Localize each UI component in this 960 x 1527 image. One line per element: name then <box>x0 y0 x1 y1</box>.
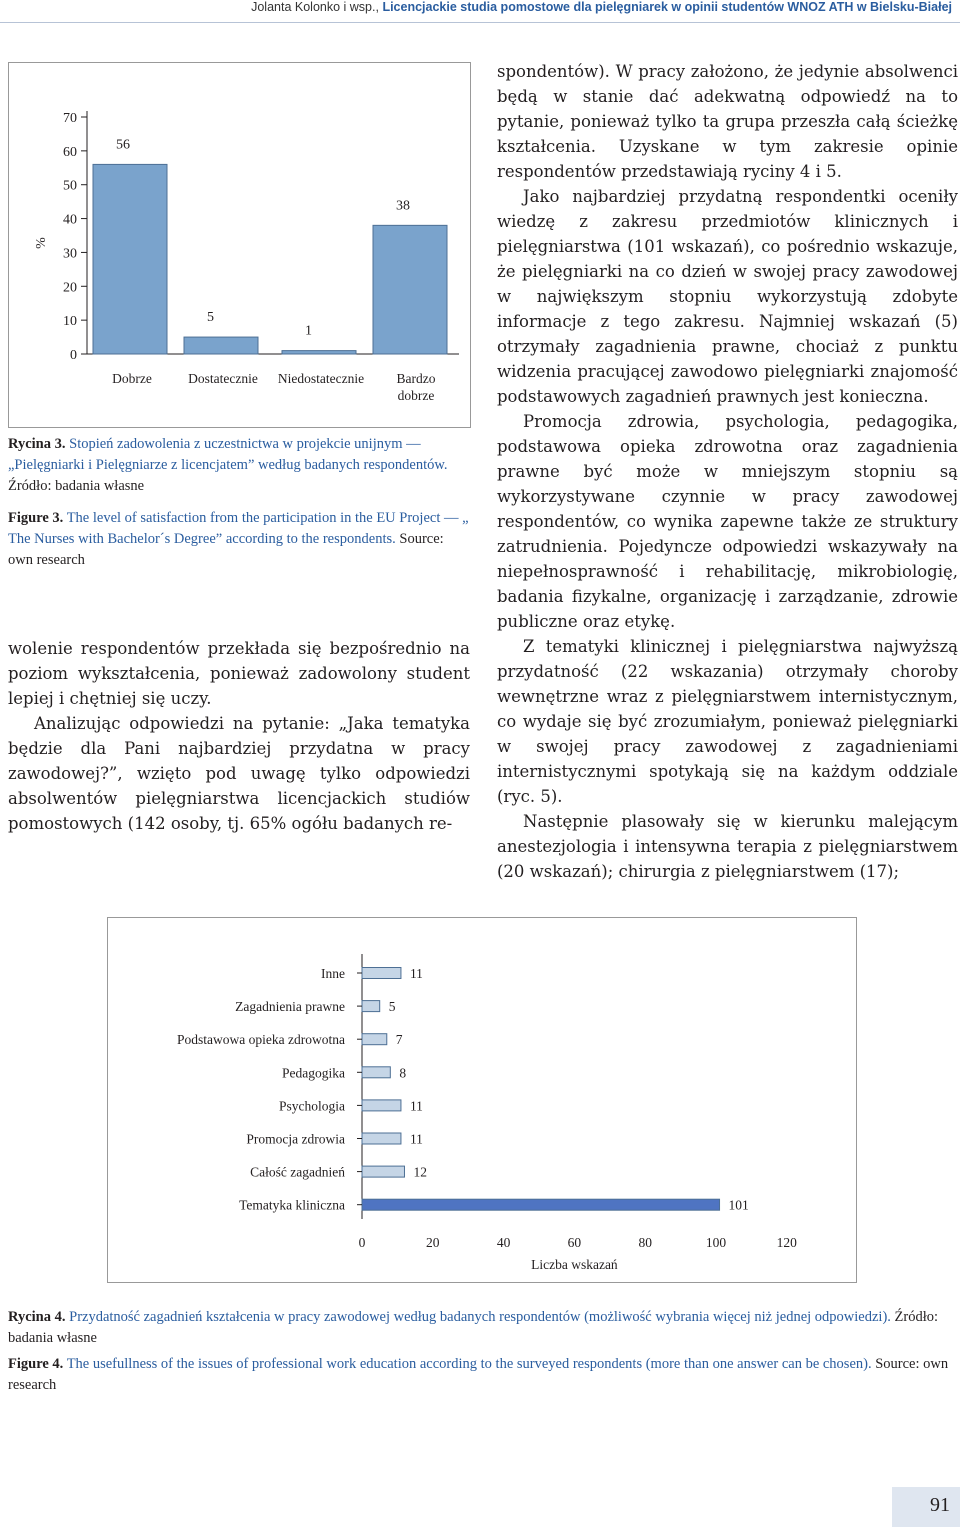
header-rule <box>0 22 960 23</box>
figure-4-source-pl: Źródło: badania własne <box>8 1309 939 1346</box>
bar-value-label: 101 <box>728 1197 749 1213</box>
bar-value-label: 8 <box>399 1065 407 1081</box>
category-label: Niedostatecznie <box>277 371 365 386</box>
category-label: Psychologia <box>279 1098 345 1114</box>
figure-3-source-en: Source: own research <box>8 531 444 568</box>
y-tick-label: 60 <box>63 144 77 160</box>
right-paragraph-2: Jako najbardziej przydatną respondentki oceniły wiedzę z zakresu przedmiotów klinicznych i pielęgniarstwa (101 wskazań), co pośrednio wskazuje, że pielęgniarki na co dzień w swojej pracy zawodowej w największym stopniu wykorzystują zdobyte informacje z tego zakresu. Najmniej wskazań (5) otrzymały zagadnienia prawne, chociaż z punktu widzenia pracującej zawodowo pielęgniarki znajomość podstawowych zagadnień prawnych jest konieczna. <box>497 187 958 406</box>
bar <box>362 1100 401 1111</box>
bar-value-label: 38 <box>396 198 410 214</box>
bar <box>362 1166 404 1177</box>
header-title: Licencjackie studia pomostowe dla pielęgniarek w opinii studentów WNOZ ATH w Bielsku-Białej <box>382 0 952 14</box>
y-tick-label: 70 <box>63 111 77 126</box>
bar-value-label: 5 <box>207 310 214 326</box>
x-tick-label: 20 <box>426 1235 440 1250</box>
left-paragraph-2: Analizując odpowiedzi na pytanie: „Jaka tematyka będzie dla Pani najbardziej przydatna w pracy zawodowej?”, wzięto pod uwagę tylko odpowiedzi absolwentów pielęgniarstwa licencjackich studiów pomostowych (142 osoby, tj. 65% ogółu badanych re- <box>8 714 470 833</box>
category-label: Dostatecznie <box>188 371 258 386</box>
y-tick-label: 0 <box>70 348 77 363</box>
bar-value-label: 11 <box>409 966 423 981</box>
figure-3-caption-pl <box>8 434 470 497</box>
bar <box>93 164 167 354</box>
figure-4-source-en: Source: own research <box>8 1356 949 1393</box>
y-tick-label: 40 <box>63 212 77 228</box>
right-paragraph-5: Następnie plasowały się w kierunku malejącym anestezjologia i intensywna terapia z pielęgniarstwem (20 wskazań); chirurgia z pielęgniarstwem (17); <box>497 812 958 881</box>
x-tick-label: 80 <box>638 1235 652 1250</box>
x-tick-label: 100 <box>705 1235 727 1250</box>
running-header <box>251 0 952 14</box>
header-authors: Jolanta Kolonko i wsp., <box>251 0 379 14</box>
right-paragraph-1: spondentów). W pracy założono, że jedynie absolwenci będą w stanie dać adekwatną odpowiedź na to pytanie, ponieważ tylko ta grupa przeszła całą ścieżkę kształcenia. Uzyskane w tym zakresie opinie respondentów przedstawiają ryciny 4 i 5. <box>497 62 958 181</box>
bar-value-label: 5 <box>388 999 396 1015</box>
bar <box>282 351 356 354</box>
category-label: Dobrze <box>112 371 152 386</box>
bar <box>362 1199 720 1210</box>
bar <box>362 1133 401 1144</box>
category-label: Podstawowa opieka zdrowotna <box>177 1032 345 1048</box>
figure-3-label-pl: Rycina 3. <box>8 436 66 452</box>
right-paragraph-3: Promocja zdrowia, psychologia, pedagogika, podstawowa opieka zdrowotna oraz zagadnienia prawne być może w mniejszym stopniu są wykorzystywane czynnie w pracy zawodowej respondentów, co wynika zapewne także ze struktury zatrudnienia. Pojedyncze odpowiedzi wskazywały na niepełnosprawność i rehabilitację, mikrobiologię, badania fizykalne, organizację i zarządzanie, zdrowie publiczne oraz etykę. <box>497 412 958 631</box>
x-tick-label: 60 <box>567 1235 582 1250</box>
y-tick-label: 10 <box>63 314 77 330</box>
category-label: Zagadnienia prawne <box>235 999 345 1015</box>
page-number: 91 <box>930 1494 950 1516</box>
bar-value-label: 11 <box>409 1098 423 1114</box>
left-column-text <box>8 636 470 836</box>
figure-4-caption-en <box>8 1354 958 1396</box>
y-tick-label: 50 <box>63 178 77 194</box>
category-label: dobrze <box>397 388 435 403</box>
figure-4-label-pl: Rycina 4. <box>8 1309 66 1325</box>
bar <box>373 225 447 354</box>
bar-value-label: 11 <box>409 1131 423 1147</box>
figure-3-text-pl: Stopień zadowolenia z uczestnictwa w projekcie unijnym — „Pielęgniarki i Pielęgniarze z licencjatem” według badanych respondentów. <box>8 436 448 473</box>
category-label: Pedagogika <box>282 1065 345 1081</box>
category-label: Promocja zdrowia <box>246 1131 345 1147</box>
bar <box>184 337 258 354</box>
bar-value-label: 1 <box>305 323 312 339</box>
right-paragraph-4: Z tematyki klinicznej i pielęgniarstwa najwyższą przydatność (22 wskazania) otrzymały choroby wewnętrzne wraz z pielęgniarstwem internistycznym, co wydaje się być zrozumiałym, ponieważ pielęgniarki w swojej pracy zawodowej z zagadnieniami internistycznymi spotykają się na każdym oddziale (ryc. 5). <box>497 637 958 806</box>
x-tick-label: 0 <box>358 1235 366 1250</box>
page-number-box <box>892 1487 960 1527</box>
figure-3-label-en: Figure 3. <box>8 510 64 526</box>
bar-value-label: 12 <box>413 1164 427 1180</box>
bar-value-label: 7 <box>395 1032 403 1048</box>
y-tick-label: 30 <box>63 246 77 262</box>
figure-4-caption-pl <box>8 1307 958 1349</box>
right-column-text <box>497 59 958 884</box>
figure-3-chart <box>8 62 471 428</box>
figure-3-svg <box>9 63 470 427</box>
x-tick-label: 40 <box>496 1235 511 1250</box>
figure-4-svg <box>108 918 856 1282</box>
y-tick-label: 20 <box>63 280 77 296</box>
category-label: Tematyka kliniczna <box>239 1197 345 1213</box>
figure-3-caption-en <box>8 508 470 571</box>
bar <box>362 1034 387 1045</box>
y-axis-label: % <box>34 237 49 249</box>
figure-3-source-pl: Źródło: badania własne <box>8 478 145 494</box>
category-label: Inne <box>321 966 345 981</box>
bar <box>362 968 401 979</box>
x-tick-label: 120 <box>776 1235 797 1250</box>
figure-4-chart <box>107 917 857 1283</box>
bar <box>362 1001 380 1012</box>
x-axis-label: Liczba wskazań <box>531 1257 618 1272</box>
category-label: Całość zagadnień <box>250 1164 345 1180</box>
category-label: Bardzo <box>396 371 436 386</box>
figure-4-text-pl: Przydatność zagadnień kształcenia w pracy zawodowej według badanych respondentów (możliwość wybrania więcej niż jednej odpowiedzi). <box>69 1309 891 1325</box>
figure-4-text-en: The usefullness of the issues of professional work education according to the surveyed respondents (more than one answer can be chosen). <box>66 1356 872 1372</box>
figure-4-label-en: Figure 4. <box>8 1356 64 1372</box>
bar-value-label: 56 <box>116 137 130 153</box>
left-paragraph-1: wolenie respondentów przekłada się bezpośrednio na poziom wykształcenia, ponieważ zadowolony student lepiej i chętniej się uczy. <box>8 639 470 708</box>
bar <box>362 1067 390 1078</box>
figure-3-text-en: The level of satisfaction from the participation in the EU Project — „ The Nurses with Bachelor´s Degree” according to the respondents. <box>8 510 469 547</box>
